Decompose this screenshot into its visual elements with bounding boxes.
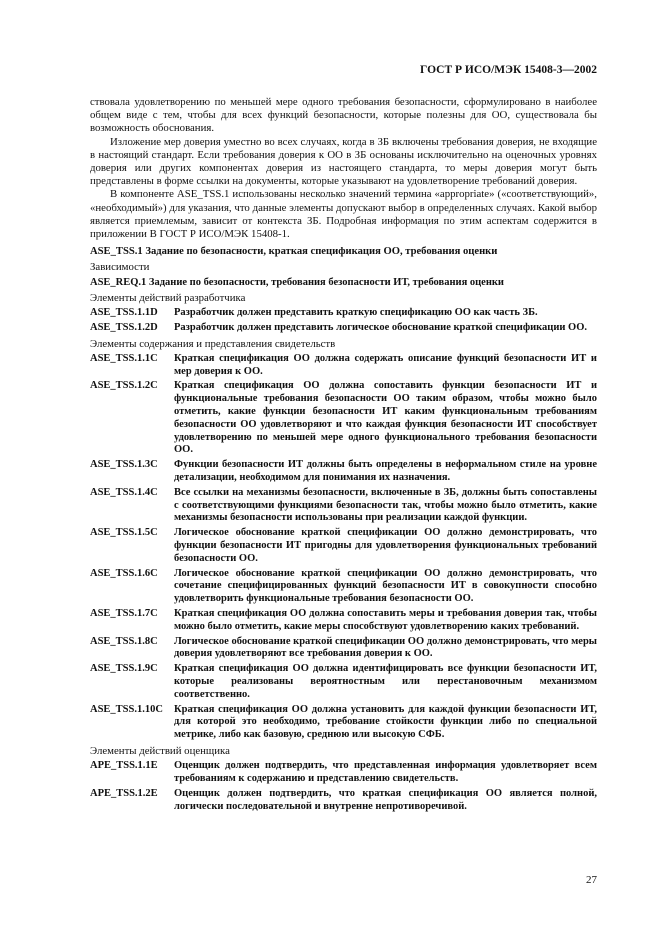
dependency: ASE_REQ.1 Задание по безопасности, требования безопасности ИТ, требования оценки: [90, 276, 504, 288]
element-text: Логическое обоснование краткой спецификации ОО должно демонстрировать, что сочетание специфицированных функций безопасности ИТ в совокупности способно удовлетворить функциональные требования безопасности ОО.: [174, 567, 597, 605]
element-row: [90, 568, 597, 606]
element-text: Оценщик должен подтвердить, что краткая спецификация ОО является полной, логически последовательной и внутренне непротиворечивой.: [174, 787, 597, 812]
element-text: Краткая спецификация ОО должна сопоставить функции безопасности ИТ и функциональные требования безопасности ОО таким образом, чтобы можно было отметить, какие функции безопасности ИТ каким функциональным требованиям безопасности ОО удовлетворяют и что каждая функция безопасности ИТ способствует удовлетворению по меньшей мере одного функционального требования безопасности ОО.: [174, 380, 597, 456]
element-row: [90, 608, 597, 634]
element-row: [90, 760, 597, 786]
element-text: Функции безопасности ИТ должны быть определены в неформальном стиле на уровне детализации, необходимом для понимания их назначения.: [174, 459, 597, 484]
element-row: [90, 380, 597, 457]
element-row: [90, 527, 597, 565]
element-row: [90, 704, 597, 742]
element-text: Разработчик должен представить краткую спецификацию ОО как часть ЗБ.: [174, 307, 538, 319]
element-row: [90, 636, 597, 662]
element-row: [90, 459, 597, 485]
element-code: ASE_TSS.1.8C: [90, 635, 158, 647]
developer-heading: Элементы действий разработчика: [90, 291, 246, 304]
element-code: ASE_TSS.1.2D: [90, 321, 158, 333]
element-row: [90, 788, 597, 814]
element-row: [90, 307, 597, 320]
element-code: ASE_TSS.1.4C: [90, 486, 158, 498]
element-text: Все ссылки на механизмы безопасности, включенные в ЗБ, должны быть сопоставлены с соответствующими функциями безопасности так, чтобы можно было отметить, какие механизмы безопасности использованы при реализации каждой функции.: [174, 486, 597, 524]
element-text: Оценщик должен подтвердить, что представленная информация удовлетворяет всем требованиям к содержанию и представлению свидетельств.: [174, 760, 597, 784]
element-code: ASE_TSS.1.2C: [90, 380, 158, 392]
paragraph: В компоненте ASE_TSS.1 использованы несколько значений термина «appropriate» («соответствующий», «необходимый») для указания, что данные элементы допускают выбор в определенных случаях. Какой выбор является приемлемым, зависит от контекста ЗБ. Подробная информация по этим аспектам содержится в приложении В ГОСТ Р ИСО/МЭК 15408-1.: [90, 188, 597, 241]
element-row: [90, 322, 597, 335]
element-code: ASE_TSS.1.3C: [90, 459, 158, 471]
element-text: Краткая спецификация ОО должна содержать описание функций безопасности ИТ и мер доверия к ОО.: [174, 352, 597, 377]
element-text: Краткая спецификация ОО должна сопоставить меры и требования доверия так, чтобы можно было отметить, какие меры способствуют удовлетворению каких требований.: [174, 607, 597, 632]
standard-header: ГОСТ Р ИСО/МЭК 15408-3—2002: [420, 64, 597, 76]
paragraph: ствовала удовлетворению по меньшей мере одного требования безопасности, сформулировано в наиболее общем виде с тем, чтобы для всех функций безопасности, которые полезны для ОО, существовала бы возможность обоснования.: [90, 96, 597, 135]
dependencies-heading: Зависимости: [90, 261, 150, 274]
element-text: Логическое обоснование краткой спецификации ОО должно демонстрировать, что функции безопасности ИТ пригодны для удовлетворения функциональных требований безопасности ОО.: [174, 527, 597, 564]
page-number: 27: [586, 874, 597, 886]
element-text: Краткая спецификация ОО должна установить для каждой функции безопасности ИТ, для которой это необходимо, требование стойкости функции либо по специальной метрике, либо как базовую, среднюю или высокую СФБ.: [174, 703, 597, 741]
element-text: Разработчик должен представить логическое обоснование краткой спецификации ОО.: [174, 321, 588, 333]
content-heading: Элементы содержания и представления свидетельств: [90, 337, 336, 350]
element-row: [90, 487, 597, 525]
element-row: [90, 353, 597, 379]
document-body: [90, 96, 597, 813]
element-code: APE_TSS.1.2E: [90, 787, 158, 799]
element-code: ASE_TSS.1.1C: [90, 352, 158, 364]
element-code: ASE_TSS.1.1D: [90, 307, 158, 319]
element-code: APE_TSS.1.1E: [90, 760, 158, 772]
element-code: ASE_TSS.1.7C: [90, 607, 158, 619]
element-code: ASE_TSS.1.6C: [90, 567, 158, 579]
evaluator-heading: Элементы действий оценщика: [90, 744, 230, 757]
paragraph: Изложение мер доверия уместно во всех случаях, когда в ЗБ включены требования доверия, не входящие в настоящий стандарт. Если требования доверия к ОО в ЗБ основаны исключительно на оценочных уровнях доверия или других компонентах доверия из настоящего стандарта, то меры доверия могут быть представлены в форме ссылки на документы, которые указывают на удовлетворение требований доверия.: [90, 135, 597, 188]
element-code: ASE_TSS.1.5C: [90, 527, 158, 539]
element-text: Логическое обоснование краткой спецификации ОО должно демонстрировать, что меры доверия удовлетворяют все требования доверия к ОО.: [174, 635, 597, 660]
element-text: Краткая спецификация ОО должна идентифицировать все функции безопасности ИТ, которые реализованы вероятностным или перестановочным механизмом соответственно.: [174, 663, 597, 700]
element-row: [90, 663, 597, 701]
element-code: ASE_TSS.1.10C: [90, 703, 163, 715]
component-title: ASE_TSS.1 Задание по безопасности, краткая спецификация ОО, требования оценки: [90, 246, 498, 258]
element-code: ASE_TSS.1.9C: [90, 663, 158, 675]
